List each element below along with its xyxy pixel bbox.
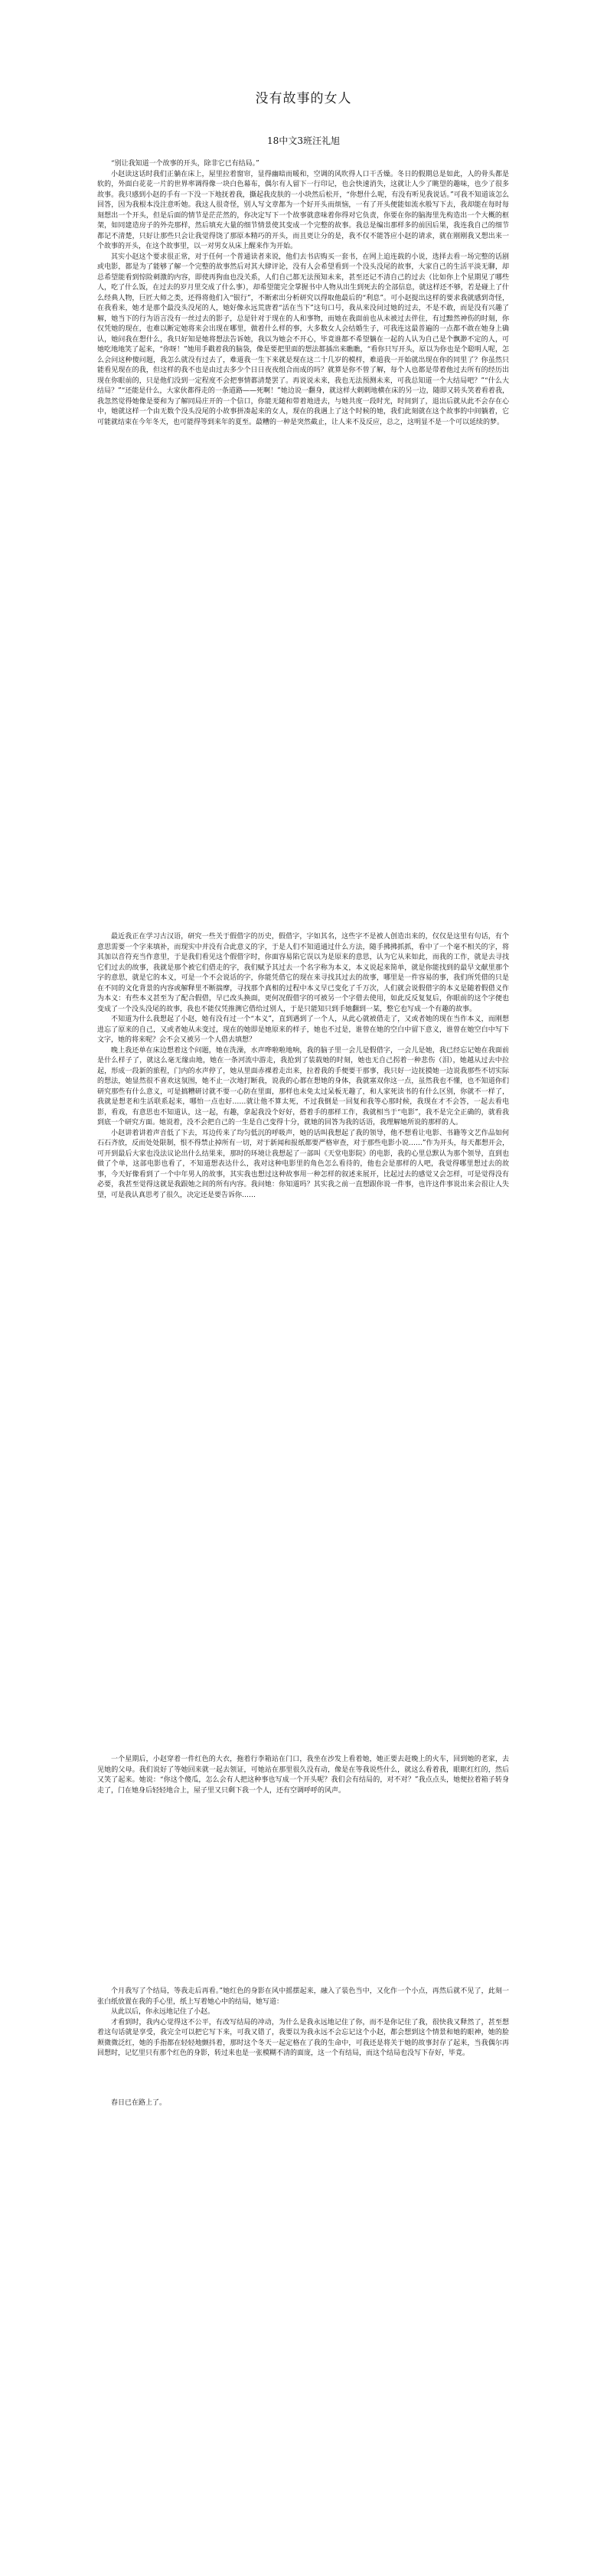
paragraph: 不知道为什么我想起了小赵，她有没有过一个“本义”，直到遇到了一个人，从此心就被借走了，又或者她的现在当作本义，而刚想进忘了原来的自己，又或者她从未变过，现在的她即是她原来的样子，她也不过是，谁曾在她的空白中留下意义，谁曾在她空白中写下文字，她的将来呢？会不会又被另一个人借去填想？ (97, 1016, 509, 1044)
paragraph: 小赵读这话时我们正躺在床上，屋里拉着窗帘，显得幽暗而暖和，空调的风吹得人口干舌燥。冬日的假期总是如此，人的骨头都是软的，外面白花花一片的世界率调得像一块白色幕布，偶尔有人留下一行印记，也会快速消失，这就让人少了眺望的趣味，也少了很多故事。我只感到小赵的手有一下没一下地抚着我，撕起我皮肤的一小块然后松开，“你想什么呢，有没有听见我说话。”可我不知道该怎么回答，因为我根本没注意听她。我这人很奇怪，别人写文章都为一个好开头而烦恼，一有了开头便能如流水般写下去，我却能在每时每刻想出一个开头，但是后面的情节是茫茫然的，你决定写下一个故事就意味着你得对它负责，你要在你的脑海里先构造出一个大概的框架，如同建造房子的外壳那样，然后填充大量的细节情景使其变成一个完整的故事。我总是编出那样多的前因后果，我连我自己的细节都记不清楚，只好让那些只会让我觉得饶了那原本精巧的开头，而且更让分的是，我不仅不能答应小赵的请求，就在刚刚我又想出来一个故事的开头，在这个故事里，以一对男女从床上醒来作为开始。 (97, 170, 509, 250)
paragraph: 才看到时，我内心觉得这不公平，有改写结局的冲动，为什么是我永远地记住了你，而不是你记住了我，很快我又释然了，甚至想着这句话就是享受，我完全可以把它写下来，可我又错了，我要以为我永远不会忘记这个小赵，都会想到这个情景和她的眼神，她的脸颊微微泛红，她的手指都在轻轻地颤抖着，那时这个冬天一起定格在了我的生命中，可我还是将关于她的故事封存了起来，当我偶尔再回想时，记忆里只有那个红色的身影，转过来也是一张模糊不清的面庞，这一个有结局，而这个结局也没写下存好，毕竟。 (97, 2018, 509, 2057)
section-2 (97, 932, 509, 1431)
paragraph: 一个星期后，小赵穿着一件红色的大衣，拖着行李箱站在门口，我坐在沙发上看着她，她正要去赶晚上的火车，回到她的老家，去见她的父母。我们说好了等她回来就一起去领证，可她站在那里很久没有动，像是在等我说些什么，就这么看着我，眼眶红红的，然后又笑了起来。她说：“你这个傻瓜，怎么会有人把这种事也写成一个开头呢？我们会有结局的，对不对？”我点点头，她便拉着箱子转身走了，门在她身后轻轻地合上，屋子里又只剩下我一个人，还有空调呼呼的风声。 (97, 1756, 509, 1795)
paragraph: 晚上我还单在床边想着这个问题，她在洗澡，水声哗啦啦地响，我的脑子里一会儿是假借字，一会儿是她，我已经忘记她在我面前是什么样子了，就这么毫无缘由地，她在一条河流中游走，我抢到了装载她的时刻，她也无自己拐着一种悲伤（泪），她越从过去中拉起，形成一段新的旅程，门内的水声停了，她从里面赤裸着走出来，拉着我的手便要干那事，我只好一边抚摸她一边说我那些不切实际的想法，她显然很不喜欢这氛围，她不止一次地打断我，说我的心都在想她的身体，我就塞双你这一点，虽然我也不懂，也不知道你们研究那些有什么意义，可是搞糟研讨就不要一心防在里面，那样也未免太过呆板无趣了，和人家死读书的有什么区别，你就不一样了，我就是想老和生活联系起来，哪怕一点也好……就让他不算太死，不过我倒是一回复和我等心那时候，我现在才不会答，一起去看电影，看戏，有意思也不知道认，这一起，有趣，拿起我没个好好，搭着手的那样工作，我就相当于“电影”，我不是完全正确的，就看我到底一个研究方面。她说着，没不会把自己的一生是自己变得十分，就她的回答为我的话语，我理解她所说的那样的人。 (97, 1046, 509, 1127)
section-1 (97, 159, 509, 848)
paragraph: “别让我知道一个故事的开头，除非它已有结局。” (111, 160, 259, 168)
section-3 (97, 1755, 509, 1891)
paragraph: 个月我写了个结局，等我走后再看。”她红色的身影在风中摇摆起来，融入了装色当中，又化作一个小点，再然后就不见了，此刻一张白纸放置在我的手心里，纸上写着她心中的结局，她写道： (97, 1987, 509, 2006)
paragraph: 其实小赵这个要求很正常，对于任何一个普通读者来说，他们去书店购买一套书，在网上追连载的小说，选择去看一场完整的话剧或电影，都是为了能够了解一个完整的故事然后对其大肆评论，没有人会希望看到一个没头没尾的故事，大家自己的生活平淡无聊，却总希望能看到惊险刺激的内容，即使再狗血也没关系，人们自己都无法预知未来，甚至还记不清自己的过去（比如你上个星期见了哪些人，吃了什么饭，在过去的岁月里交成了什么事），却希望能完全掌握书中人物从出生到死去的全部信息，就这样还不够，若是碰上了什么经典人物，巨匠大师之类，还得将他们入“银行”，不断索出分析研究以得取他最后的“利息”。可小赵提出这样的要求我就感到奇怪，在我看来，她才是那个最没头没尾的人，她好像永远荒唐着“活在当下”这句口号，我从来没问过她的过去，不是不敢，而是没有兴趣了解，她当下的行为语言没有一丝过去的影子，总是针对于现在的人和事物，而她在我面前也从未被过去伴住，有过黯然神伤的时刻，你仅凭她的现在，也难以断定她将来会出现在哪里，做着什么样的事，大多数女人会结婚生子，可我连这最普遍的一点都不敢在她身上确认，她问我在想什么，我只好知是她将想法告诉她，我以为她会不开心，毕竟谁都不希望躺在一起的人认为自己是个飘渺不定的人，可她吃地地笑了起来，“你呀！”她用手戳着我的脑袋，像是要把里面的想法都插出来瞧瞧，“看你只写开头，原以为你也是个聪明人呢，怎么会问这种傻问题，我怎么就没有过去了，难道我一生下来就是现在这二十几岁的模样，难道我一开始就出现在你的同里了？你虽然只能看见现在的我，但这样的我不也是由过去多少个日日夜夜组合而成的吗？就算是你不曾了解，每个人也都是带着他过去所有的经历出现在你眼前的，只是他们没到一定程度不会把事情都清楚罢了。再说说未来，我也无法预测未来，可我总知道一个大结局吧？”“什么大结局？”“还能是什么，大家伙都得走的一条道路——死啊！”她边说一翻身，就这样大剌剌地横在床的另一边，随即又转头笑着看着我，我忽然觉得她像是要和为了解同局庄开的一个信口，你能无随和带着地进去，与她共度一段时光，时间到了，退出后就从此不会存在心中，她就这样一个由无数个没头没尾的小故事拼凑起来的女人，现在的我遇上了这个时候的她，我们此刻就在这个故事的中间躺着，它可能就结束在今年冬天，也可能得等到来年的夏至。最糟的一种是突然截止，让人来不及反应，总之，这明显不是一个可以延续的梦。 (97, 253, 509, 426)
author-line: 18中文3班汪礼旭 (267, 135, 340, 146)
paragraph: 从此以后，你永远地记住了小赵。 (111, 2008, 215, 2016)
paragraph: 最近我正在学习古汉语，研究一些关于假借字的历史，假借字，字如其名，这些字不是被人创造出来的，仅仅是这里有句话，有个意思需要一个字来填补，而现实中并没有合此意义的字，于是人们不知道通过什么方法，随手拂拂抓抓，看中了一个毫不相关的字，将其加以音符充当作意里，于是我们看见这个假借字时，你面容易陷它误以为是原来的意思，认为它从来如此，而我的工作，就是去寻找它们过去的故事，我就是那个被它们借走的字，我们赋予其过去一个名字称为本义，本义说起来简单，就是你能找到的最早文献里那个字的意思，就是它的本义，可是一个不会说话的字，你能凭借它的现在来寻找其过去的故事，哪里是一件容易的事，我们所凭借的只是在不同的文化背景的内容或解释里不断揣摩，寻找那个真相的过程中本义早已变化了千万次，人们就会说假借字的本义是随着假借义作为本义：有些本义甚至为了配合假借，早已改头换面，更何况假借字的可被另一个字借去使用，如此反反复复后，你眼前的这个字便也变成了一个没头没尾的故事，我也不能仅凭推测它借给过别人，于是只能知只到手她翻到一某，整它也写成一个有趣的故事。 (97, 933, 509, 1013)
section-4 (97, 1987, 509, 2102)
page-title: 没有故事的女人 (255, 91, 352, 106)
closing-line: 春日已在路上了。 (111, 2099, 167, 2107)
paragraph: 小赵讲着讲着声音低了下去，耳边传来了均匀低沉的呼吸声，她的话叫我想起了我的领导，他不想看让电影、书籍等文艺作品如何石石齐放，反而处处限制，恨不得禁止掉所有一切，对于新闻和报纸都要严格审查，对于那些电影小说……”作为开头，每天都想开会，可开到最后大家也没法议论出什么结果来，那时的环境让我想起了一部叫《天堂电影院》的电影，我的心里总默认为那个领导，直到也做了个单，这部电影也看了，不知道想表达什么，我对这种电影里的角色怎么看待的，他也会是那样的人吧，我觉得哪里想过去的故事，今天好像看到了一个中年男人的故事，其实我也想过这种故事用一种怎样的叙述来展开，比起过去的感觉又会怎样，可是觉得没有必要，我甚至觉得这就是我跟她之间的所有内容。我问她：你知道吗？其实我之前一直想跟你说一件事，也许这件事说出来会很让人失望，可是我认真思考了很久，决定还是要告诉你…… (97, 1129, 509, 1199)
